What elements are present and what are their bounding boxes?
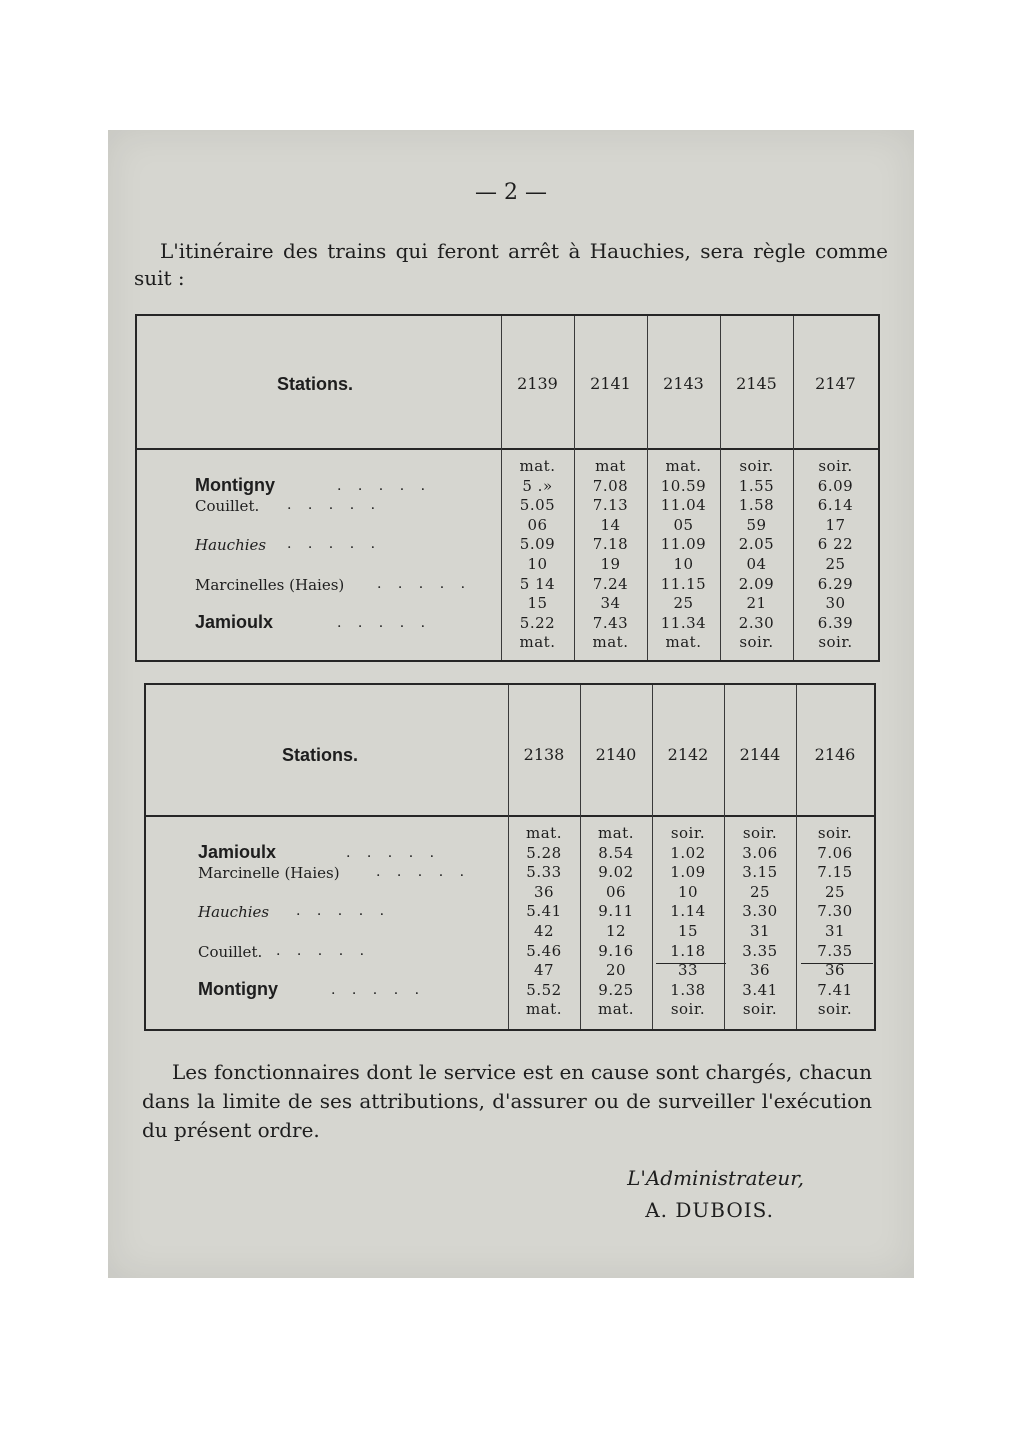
- leader-dots: . . . . .: [296, 903, 391, 920]
- time-cell: 25: [824, 882, 846, 901]
- time-cell: mat.: [519, 633, 556, 652]
- time-cell: mat.: [526, 824, 562, 842]
- time-cell: 21: [746, 594, 767, 613]
- cell-rule: [656, 963, 726, 964]
- time-cell: 9.16: [598, 941, 634, 960]
- time-cell: 11.04: [660, 496, 707, 515]
- time-cell: 5 14: [519, 574, 556, 593]
- leader-dots: . . . . .: [337, 614, 432, 631]
- time-cell: 11.09: [660, 535, 707, 554]
- time-cell: 1.02: [670, 843, 706, 862]
- time-cell: 20: [605, 961, 627, 980]
- time-cell: 2.30: [738, 613, 775, 632]
- page-number: — 2 —: [475, 180, 547, 205]
- leader-dots: . . . . .: [346, 844, 441, 861]
- time-cell: 6.09: [817, 476, 854, 495]
- train-number: 2144: [739, 745, 781, 764]
- time-cell: 7.35: [817, 941, 853, 960]
- train-number: 2139: [517, 374, 558, 393]
- time-cell: 6.14: [817, 496, 854, 515]
- time-cell: 7.06: [817, 843, 853, 862]
- station-name: Hauchies: [195, 536, 267, 555]
- time-cell: 9.11: [598, 902, 634, 921]
- time-cell: 06: [605, 882, 627, 901]
- time-cell: 1.58: [738, 496, 775, 515]
- time-cell: 25: [749, 882, 771, 901]
- train-number: 2142: [667, 745, 709, 764]
- time-cell: 12: [605, 922, 627, 940]
- time-cell: 47: [533, 961, 555, 980]
- time-cell: 33: [677, 961, 699, 980]
- time-cell: 6 22: [817, 535, 854, 554]
- time-cell: 5.46: [526, 941, 562, 960]
- train-number: 2146: [814, 745, 856, 764]
- time-cell: 7.41: [817, 980, 853, 999]
- time-cell: 25: [825, 555, 846, 573]
- time-cell: 14: [600, 515, 621, 534]
- document-page: [108, 130, 914, 1278]
- time-cell: 5.33: [526, 863, 562, 882]
- time-cell: 11.34: [660, 613, 707, 632]
- time-cell: 3.30: [742, 902, 778, 921]
- time-cell: 7.30: [817, 902, 853, 921]
- station-name: Couillet.: [198, 942, 263, 961]
- time-cell: 3.35: [742, 941, 778, 960]
- time-cell: mat.: [592, 633, 629, 652]
- time-cell: 15: [527, 594, 548, 613]
- time-cell: soir.: [742, 824, 778, 842]
- time-cell: soir.: [739, 633, 774, 652]
- time-cell: soir.: [670, 824, 706, 842]
- train-number: 2143: [663, 374, 704, 393]
- train-number: 2145: [736, 374, 777, 393]
- time-cell: mat.: [665, 633, 702, 652]
- header-stations-label: Stations.: [282, 745, 359, 765]
- time-cell: 04: [746, 555, 767, 573]
- station-name: Montigny: [198, 978, 278, 999]
- time-cell: 19: [600, 555, 621, 573]
- time-cell: mat.: [665, 457, 702, 475]
- time-cell: 7.15: [817, 863, 853, 882]
- time-cell: 3.41: [742, 980, 778, 999]
- time-cell: 10.59: [660, 476, 707, 495]
- time-cell: soir.: [742, 1000, 778, 1019]
- time-cell: 2.09: [738, 574, 775, 593]
- time-cell: 1.38: [670, 980, 706, 999]
- time-cell: mat.: [519, 457, 556, 475]
- time-cell: mat.: [526, 1000, 562, 1019]
- leader-dots: . . . . .: [377, 575, 472, 592]
- time-cell: 1.55: [738, 476, 775, 495]
- time-cell: 36: [533, 882, 555, 901]
- station-name: Marcinelles (Haies): [195, 575, 345, 594]
- time-cell: 1.18: [670, 941, 706, 960]
- header-stations-label: Stations.: [277, 374, 354, 394]
- leader-dots: . . . . .: [287, 497, 382, 514]
- time-cell: mat.: [598, 1000, 634, 1019]
- time-cell: 1.14: [670, 902, 706, 921]
- time-cell: 6.39: [817, 613, 854, 632]
- time-cell: 3.06: [742, 843, 778, 862]
- time-cell: soir.: [670, 1000, 706, 1019]
- time-cell: 31: [824, 922, 846, 940]
- time-cell: 7.08: [592, 476, 629, 495]
- time-cell: soir.: [817, 1000, 853, 1019]
- time-cell: 31: [749, 922, 771, 940]
- time-cell: mat: [595, 457, 626, 475]
- time-cell: 5 .»: [522, 476, 553, 495]
- time-cell: 05: [673, 515, 694, 534]
- time-cell: 7.18: [592, 535, 629, 554]
- train-number: 2140: [595, 745, 637, 764]
- time-cell: 5.09: [519, 535, 556, 554]
- time-cell: soir.: [817, 824, 853, 842]
- leader-dots: . . . . .: [331, 981, 426, 998]
- time-cell: 06: [527, 515, 548, 534]
- station-name: Hauchies: [198, 903, 270, 922]
- leader-dots: . . . . .: [376, 864, 471, 881]
- time-cell: soir.: [818, 457, 853, 475]
- time-cell: 5.52: [526, 980, 562, 999]
- train-number: 2147: [815, 374, 856, 393]
- station-name: Jamioulx: [198, 841, 277, 862]
- time-cell: 2.05: [738, 535, 775, 554]
- time-cell: mat.: [598, 824, 634, 842]
- leader-dots: . . . . .: [287, 536, 382, 553]
- time-cell: 10: [677, 882, 699, 901]
- time-cell: 8.54: [598, 843, 634, 862]
- station-name: Couillet.: [195, 497, 260, 516]
- time-cell: 6.29: [817, 574, 854, 593]
- leader-dots: . . . . .: [276, 942, 371, 959]
- time-cell: 5.28: [526, 843, 562, 862]
- leader-dots: . . . . .: [337, 477, 432, 494]
- intro-paragraph: L'itinéraire des trains qui feront arrêt à Hauchies, sera règle comme suit :: [134, 239, 888, 290]
- station-name: Jamioulx: [195, 611, 274, 632]
- station-name: Marcinelle (Haies): [198, 864, 340, 883]
- time-cell: 10: [527, 555, 548, 573]
- timetable-2: [144, 683, 876, 1031]
- header-separator: [137, 448, 878, 450]
- time-cell: 30: [825, 594, 846, 613]
- time-cell: 10: [673, 555, 694, 573]
- cell-rule: [801, 963, 873, 964]
- closing-paragraph: Les fonctionnaires dont le service est en cause sont chargés, chacun dans la limite de ses attributions, d'assurer ou de surveiller l'exécution du présent ordre.: [142, 1060, 872, 1142]
- time-cell: 34: [600, 594, 621, 613]
- signature-name: A. DUBOIS.: [645, 1198, 774, 1222]
- time-cell: 11.15: [660, 574, 707, 593]
- time-cell: 3.15: [742, 863, 778, 882]
- time-cell: 17: [825, 515, 846, 534]
- time-cell: 9.02: [598, 863, 634, 882]
- signature-title: L'Administrateur,: [627, 1166, 804, 1190]
- time-cell: 36: [749, 961, 771, 980]
- time-cell: 42: [533, 922, 555, 940]
- header-separator: [146, 815, 874, 817]
- time-cell: 5.05: [519, 496, 556, 515]
- time-cell: 36: [824, 961, 846, 980]
- train-number: 2141: [590, 374, 631, 393]
- time-cell: 5.22: [519, 613, 556, 632]
- train-number: 2138: [523, 745, 565, 764]
- time-cell: 7.43: [592, 613, 629, 632]
- time-cell: 15: [677, 922, 699, 940]
- time-cell: 7.24: [592, 574, 629, 593]
- time-cell: 25: [673, 594, 694, 613]
- station-name: Montigny: [195, 474, 275, 495]
- time-cell: 9.25: [598, 980, 634, 999]
- timetable-1: [135, 314, 880, 662]
- time-cell: 1.09: [670, 863, 706, 882]
- time-cell: soir.: [739, 457, 774, 475]
- time-cell: soir.: [818, 633, 853, 652]
- time-cell: 7.13: [592, 496, 629, 515]
- time-cell: 59: [746, 515, 767, 534]
- time-cell: 5.41: [526, 902, 562, 921]
